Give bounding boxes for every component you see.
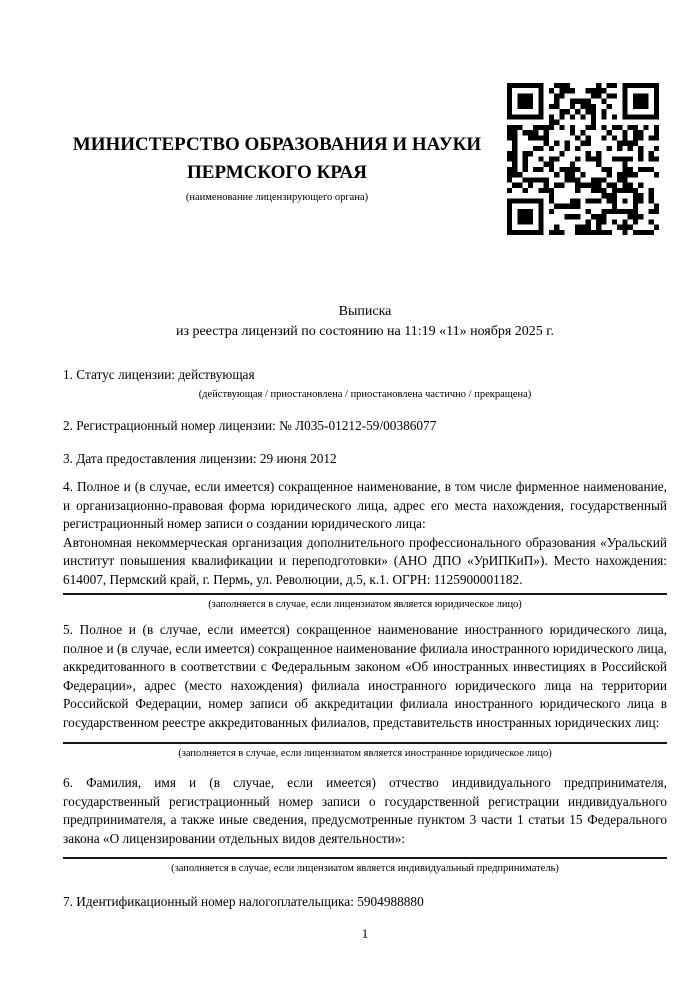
fill-line — [63, 857, 667, 859]
qr-code-svg — [507, 83, 659, 235]
legal-entity-heading: 4. Полное и (в случае, если имеется) сокращенное наименование, в том числе фирменное наименование, и организационно-правовая форма юридического лица, адрес его места нахождения, государственный регистрационный номер записи о создании юридического лица: — [63, 479, 667, 532]
registration-number-text: 2. Регистрационный номер лицензии: № Л035-01212-59/00386077 — [63, 418, 437, 433]
foreign-entity-heading: 5. Полное и (в случае, если имеется) сокращенное наименование иностранного юридического лица, полное и (в случае, если имеется) сокращенное наименование филиала иностранного юридического лица, аккредитованного в соответствии с Федеральным законом «Об иностранных инвестициях в Российской Федерации», адрес (место нахождения) филиала иностранного юридического лица на территории Российской Федерации, номер записи об аккредитации филиала иностранного юридического лица в государственном реестре аккредитованных филиалов, представительств иностранных юридических лиц: — [63, 622, 667, 730]
fill-line — [63, 593, 667, 595]
section-registration-number — [63, 417, 667, 436]
entrepreneur-caption: (заполняется в случае, если лицензиатом является индивидуальный предприниматель) — [171, 863, 559, 875]
ministry-name-caption: (наименование лицензирующего органа) — [185, 192, 369, 203]
entrepreneur-heading: 6. Фамилия, имя и (в случае, если имеется) отчество индивидуального предпринимателя, государственный регистрационный номер записи о государственной регистрации индивидуального предпринимателя, а также иные сведения, предусмотренные пунктом 3 части 1 статьи 15 Федерального закона «О лицензировании отдельных видов деятельности»: — [63, 775, 667, 846]
fill-line — [63, 742, 667, 744]
qr-code — [507, 83, 659, 235]
section-legal-entity — [63, 478, 667, 611]
legal-entity-value: Автономная некоммерческая организация дополнительного профессионального образования «Уральский институт повышения квалификации и переподготовки» (АНО ДПО «УрИПКиП»). Место нахождения: 614007, Пермский край, г. Пермь, ул. Революции, д.5, к.1. ОГРН: 1125900001182. — [63, 534, 667, 587]
ministry-name-line2: ПЕРМСКОГО КРАЯ — [187, 162, 367, 183]
licensing-authority-header — [63, 131, 491, 204]
taxpayer-id-text: 7. Идентификационный номер налогоплательщика: 5904988880 — [63, 894, 424, 909]
ministry-name-line1: МИНИСТЕРСТВО ОБРАЗОВАНИЯ И НАУКИ — [72, 134, 482, 155]
section-license-status — [63, 366, 667, 401]
license-status-text: 1. Статус лицензии: действующая — [63, 367, 255, 382]
section-grant-date — [63, 450, 667, 469]
document-title-line1: Выписка — [338, 304, 392, 319]
grant-date-text: 3. Дата предоставления лицензии: 29 июня 2012 — [63, 451, 337, 466]
foreign-entity-caption: (заполняется в случае, если лицензиатом является иностранное юридическое лицо) — [178, 747, 552, 759]
section-foreign-entity — [63, 621, 667, 760]
page-number: 1 — [361, 926, 369, 941]
section-taxpayer-id — [63, 893, 667, 912]
section-entrepreneur — [63, 774, 667, 875]
document-title-line2: из реестра лицензий по состоянию на 11:19 «11» ноября 2025 г. — [176, 324, 554, 339]
legal-entity-caption: (заполняется в случае, если лицензиатом является юридическое лицо) — [208, 598, 522, 610]
license-status-caption: (действующая / приостановлена / приостановлена частично / прекращена) — [198, 388, 532, 400]
document-title — [63, 302, 667, 342]
